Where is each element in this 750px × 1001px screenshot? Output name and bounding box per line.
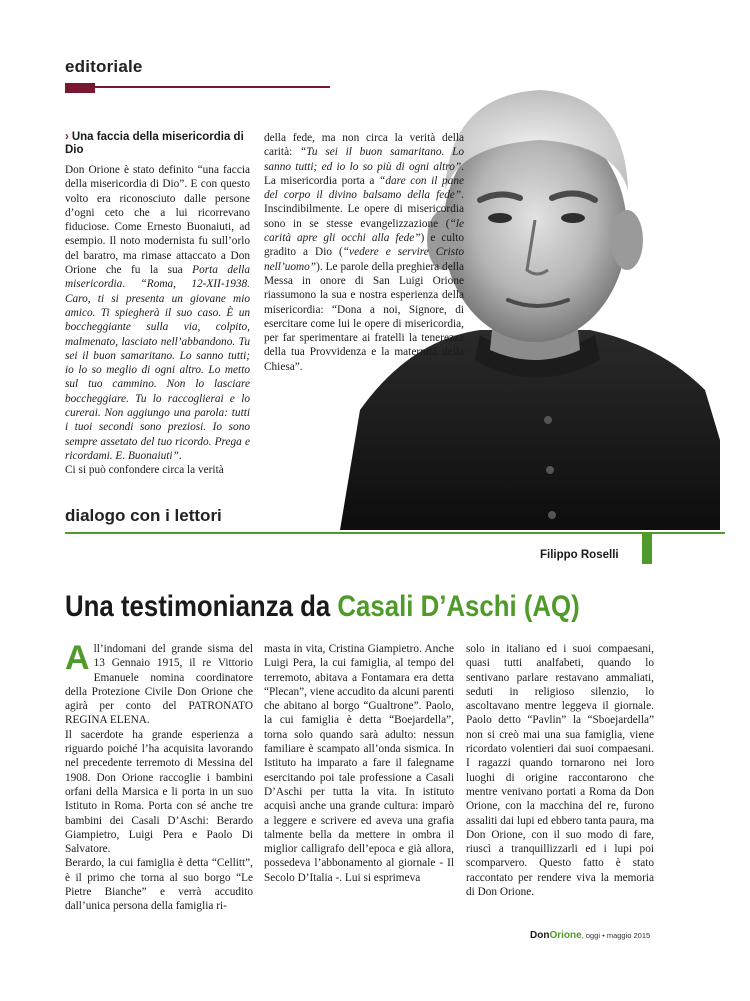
- drop-cap: A: [65, 639, 90, 677]
- chevron-right-icon: ›: [65, 131, 69, 143]
- article-column-3: [466, 642, 654, 899]
- article-paragraph: Berardo, la cui famiglia è detta “Cellitt”, è il primo che torna al suo borgo “Le Pietre Bianche” e verrà accudito dall’unica persona della famiglia ri-: [65, 857, 253, 913]
- section-divider-green: [65, 532, 725, 534]
- article-paragraph: All’indomani del grande sisma del 13 Gennaio 1915, il re Vittorio Emanuele nomina coordinatore della Protezione Civile Don Orione che agirà per conto del PATRONATO REGINA ELENA.: [65, 639, 253, 727]
- editorial-paragraph: Don Orione è stato definito “una faccia della misericordia di Dio”. E con questo volto era riconosciuto dalle persone d’ogni ceto che a lui ricorrevano fiduciose. Come Ernesto Buonaiuti, ad esempio. Il noto modernista fu sull’orlo del baratro, ma rimase attaccato a Don Orione che fu la sua Porta della misericordia. “Roma, 12-XII-1938. Caro, ti si presenta un giovane mio amico. Ti spiegherà il suo caso. È un boccheggiante sulla via, colpito, malmenato, lasciato nell’abbandono. Tu sei il buon samaritano. Lo sanno tutti; io lo so meglio di ogni altro. Lo metto sul tuo cammino. Non lo lasciare boccheggiare. Tu lo raccoglierai e lo curerai. Non aggiungo una parola: tutti i tuoi secondi sono preziosi. Io sono sempre assetato del tuo ricordo. Prega e ricordami. E. Buonaiuti”.: [65, 164, 250, 462]
- editorial-column-1: [65, 163, 250, 478]
- buonaiuti-letter-quote: “Roma, 12-XII-1938. Caro, ti si presenta un giovane mio amico. Ti spiegherà il suo caso. È un boccheggiante sulla via, colpito, malmenato, lasciato nell’abbandono. Tu sei il buon samaritano. Lo sanno tutti; io lo so meglio di ogni altro. Lo metto sul tuo cammino. Non lo lasciare boccheggiare. Tu lo raccoglierai e lo curerai. Non aggiungo una parola: tutti i tuoi secondi sono preziosi. Io sono sempre assetato del tuo ricordo. Prega e ricordami. E. Buonaiuti”: [65, 278, 250, 462]
- editorial-column-2: [264, 131, 464, 374]
- section-accent-bar: [65, 83, 95, 93]
- page-footer: DonOrione, oggi • maggio 2015: [530, 930, 651, 941]
- editorial-paragraph: Ci si può confondere circa la verità: [65, 464, 224, 477]
- article-title: Una testimonianza da Casali D’Aschi (AQ): [65, 590, 580, 623]
- article-paragraph: solo in italiano ed i suoi compaesani, quasi tutti analfabeti, quando lo sentivano parlare restavano ammaliati, seduti in religioso silenzio, lo ascoltavano mentre leggeva il giornale. Paolo detto “Pavlin” la “Sboejardella” non si creò mai una sua famiglia, viene ricordato volentieri dai suoi compaesani. I ragazzi quando tornarono nei loro luoghi di origine raccontarono che mentre venivano portati a Roma da Don Orione, con la macchina del re, furono assaliti dai lupi ed ebbero tanta paura, ma Don Orione, con il suo modo di fare, riuscì a tranquillizzarli ed i lupi poi scomparvero. Questo fatto è stato raccontato per rendere viva la memoria di Don Orione.: [466, 643, 654, 899]
- section-tag-dialogo: dialogo con i lettori: [65, 506, 222, 525]
- article-paragraph: masta in vita, Cristina Giampietro. Anche Luigi Pera, la cui famiglia, al tempo del terremoto, abitava a Fontamara era detta “Plecan”, viene accudito da alcuni parenti che abitano al borgo “Gualtrone”. Paolo, la cui famiglia è detta “Boejardella”, torna solo quando sarà adulto: nessun familiare è scampato all’onda sismica. In Istituto ha imparato a fare il falegname esercitando poi tale professione a Casali D’Aschi per tutta la vita. In istituto acquisì anche una grande cultura: imparò a leggere e scrivere ed aveva una grafia talmente bella da mettere in ombra il miglior calligrafo dell’epoca e già allora, possedeva l’abbonamento al giornale - Il Secolo D’Italia -. Lui si esprimeva: [264, 643, 454, 884]
- editorial-heading: [65, 131, 250, 157]
- editorial-paragraph: della fede, ma non circa la verità della carità: “Tu sei il buon samaritano. Lo sanno tutti; ed io lo so più di ogni altro”. La misericordia porta a “dare con il pane del corpo il divino balsamo della fede”. Inscindibilmente. Le opere di misericordia sono in se stesse evangelizzazione (“le carità apre gli occhi alla fede”) e culto gradito a Dio (“vedere e servire Cristo nell’uomo”). Le parole della preghiera della Messa in onore di San Luigi Orione riassumono la sua e nostra esperienza della misericordia: “Dona a noi, Signore, di esercitare come lui le opere di misericordia, per far sperimentare ai fratelli la tenerezza della tua Provvidenza e la maternità della Chiesa”.: [264, 132, 465, 373]
- article-column-2: [264, 642, 454, 885]
- article-title-place: Casali D’Aschi (AQ): [337, 590, 580, 623]
- section-accent-bar-green: [642, 532, 652, 564]
- article-column-1: [65, 639, 253, 914]
- section-tag-editoriale: editoriale: [65, 57, 143, 76]
- article-paragraph: Il sacerdote ha grande esperienza a riguardo poiché l’ha acquisita lavorando nel precedente terremoto di Messina del 1908. Don Orione raccoglie i bambini orfani della Marsica e li porta in un suo Istituto in Roma. Porta con sé anche tre bambini dei Casali D’Aschi: Berardo Giampietro, Luigi Pera e Paolo Di Salvatore.: [65, 728, 253, 856]
- editorial-heading-text: Una faccia della misericordia di Dio: [65, 131, 244, 156]
- author-name: Filippo Roselli: [540, 549, 619, 561]
